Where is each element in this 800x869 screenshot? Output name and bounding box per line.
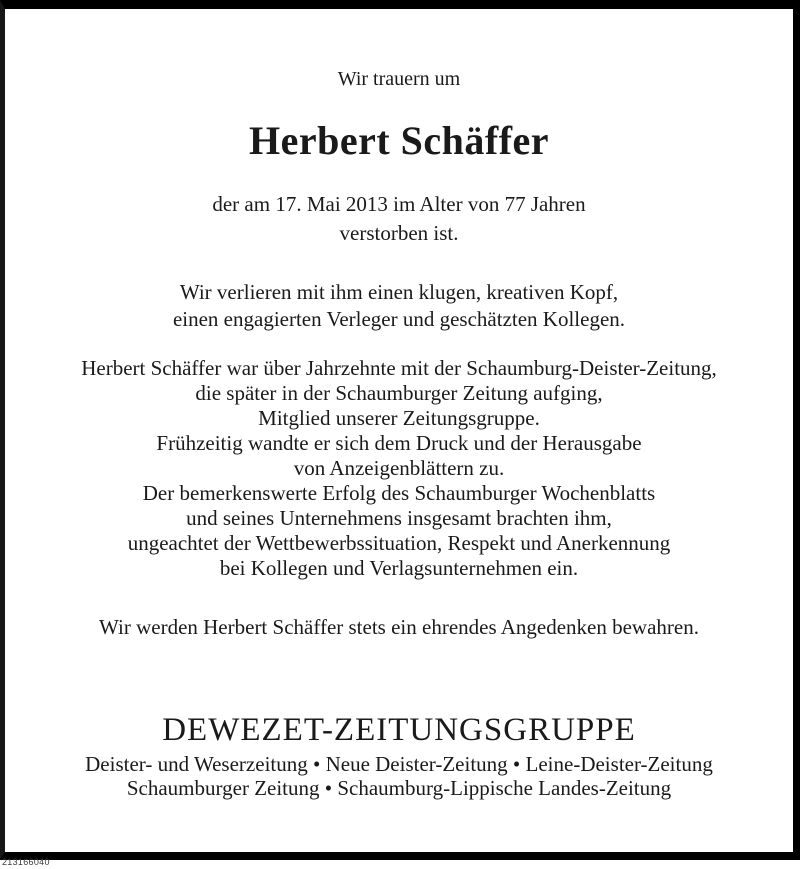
biography-line-2: die später in der Schaumburger Zeitung aufging, — [195, 381, 603, 405]
biography-line-9: bei Kollegen und Verlagsunternehmen ein. — [219, 556, 579, 580]
biography-line-4: Frühzeitig wandte er sich dem Druck und der Herausgabe — [156, 431, 642, 455]
intro-line: Wir trauern um — [337, 68, 461, 90]
publisher-group-name: DEWEZET-ZEITUNGSGRUPPE — [162, 712, 636, 748]
tribute-paragraph — [5, 279, 793, 333]
deceased-name: Herbert Schäffer — [248, 118, 550, 163]
obituary-notice — [5, 67, 793, 869]
biography-line-6: Der bemerkenswerte Erfolg des Schaumburger Wochenblatts — [142, 481, 656, 505]
biography-line-5: von Anzeigenblättern zu. — [293, 456, 505, 480]
closing-line: Wir werden Herbert Schäffer stets ein ehrendes Angedenken bewahren. — [99, 615, 699, 639]
biography-paragraph — [5, 356, 793, 581]
death-info-line-1: der am 17. Mai 2013 im Alter von 77 Jahren — [212, 192, 586, 216]
newspaper-list-line-1: Deister- und Weserzeitung • Neue Deister-Zeitung • Leine-Deister-Zeitung — [85, 752, 713, 776]
biography-line-3: Mitglied unserer Zeitungsgruppe. — [258, 406, 540, 430]
tribute-line-1: Wir verlieren mit ihm einen klugen, kreativen Kopf, — [179, 280, 619, 304]
death-info-line-2: verstorben ist. — [339, 221, 459, 245]
death-info — [5, 190, 793, 248]
reference-number: 213166040 — [2, 857, 50, 867]
biography-line-1: Herbert Schäffer war über Jahrzehnte mit der Schaumburg-Deister-Zeitung, — [81, 356, 717, 380]
newspaper-list — [5, 752, 793, 800]
biography-line-8: ungeachtet der Wettbewerbssituation, Respekt und Anerkennung — [127, 531, 671, 555]
biography-line-7: und seines Unternehmens insgesamt brachten ihm, — [186, 506, 612, 530]
tribute-line-2: einen engagierten Verleger und geschätzten Kollegen. — [172, 307, 626, 331]
newspaper-list-line-2: Schaumburger Zeitung • Schaumburg-Lippische Landes-Zeitung — [126, 776, 672, 800]
